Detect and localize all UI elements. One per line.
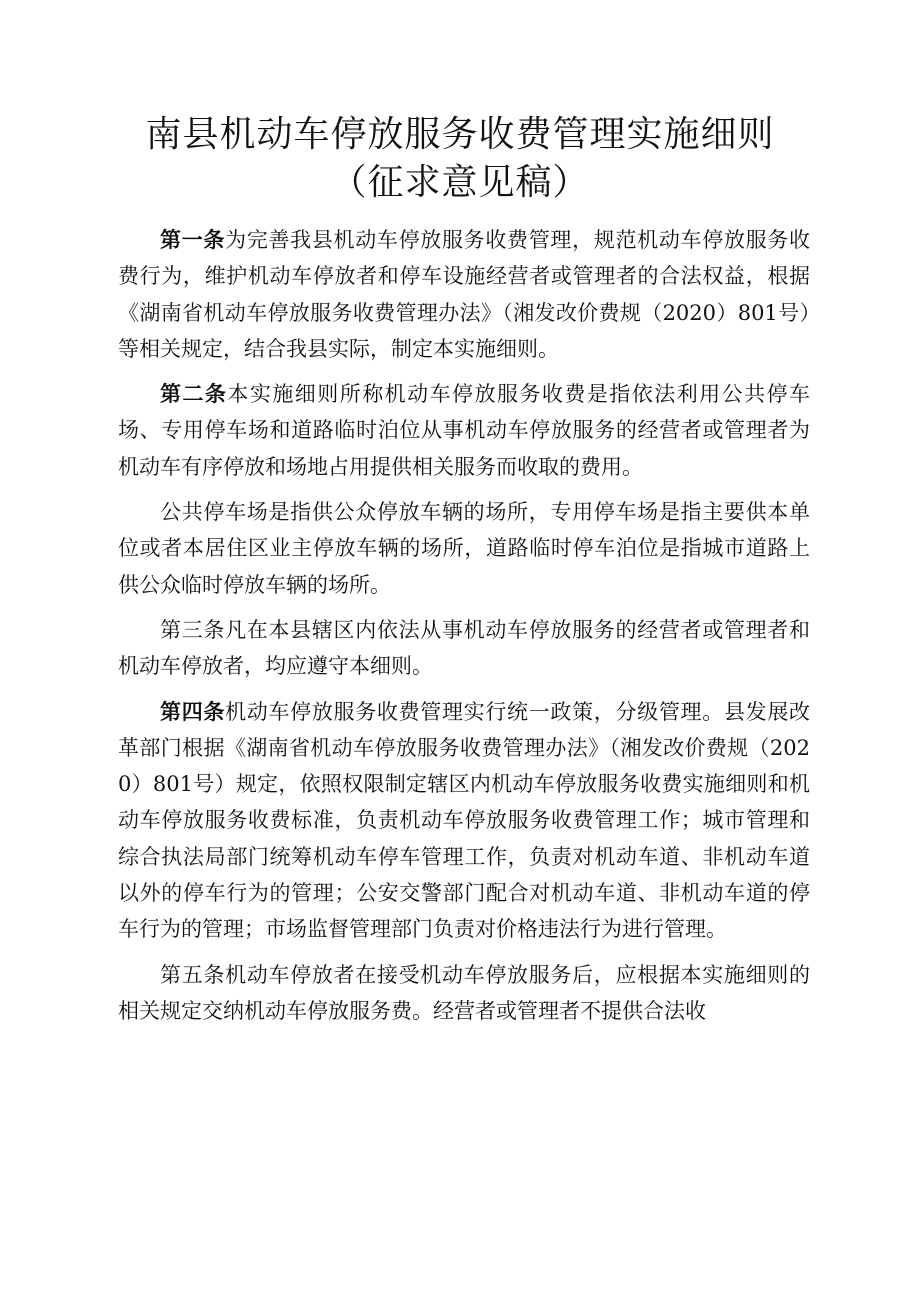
paragraph-article-1 (118, 222, 810, 367)
paragraph-text: 第五条机动车停放者在接受机动车停放服务后，应根据本实施细则的相关规定交纳机动车停放服务费。经营者或管理者不提供合法收 (118, 962, 810, 1023)
article-heading: 第一条 (160, 227, 226, 252)
document-title: 南县机动车停放服务收费管理实施细则 (145, 114, 775, 155)
paragraph-text: 第三条凡在本县辖区内依法从事机动车停放服务的经营者或管理者和机动车停放者，均应遵守本细则。 (118, 617, 810, 679)
article-heading: 第二条 (160, 381, 228, 407)
document-subtitle: （征求意见稿） (330, 162, 590, 203)
paragraph-article-2 (118, 376, 810, 485)
paragraph-article-3 (118, 612, 810, 685)
paragraph-text: 为完善我县机动车停放服务收费管理，规范机动车停放服务收费行为，维护机动车停放者和停车设施经营者或管理者的合法权益，根据《湖南省机动车停放服务收费管理办法》（湘发改价费规（2020）801号）等相关规定，结合我县实际，制定本实施细则。 (118, 228, 811, 361)
paragraph-text: 本实施细则所称机动车停放服务收费是指依法利用公共停车场、专用停车场和道路临时泊位从事机动车停放服务的经营者或管理者为机动车有序停放和场地占用提供相关服务而收取的费用。 (118, 382, 811, 479)
paragraph-text: 公共停车场是指供公众停放车辆的场所，专用停车场是指主要供本单位或者本居住区业主停放车辆的场所，道路临时停车泊位是指城市道路上供公众临时停放车辆的场所。 (118, 500, 810, 597)
article-heading: 第四条 (160, 698, 226, 724)
paragraph-parking-definitions (118, 494, 810, 603)
paragraph-article-4 (118, 694, 810, 948)
document-body (118, 222, 810, 1029)
paragraph-article-5 (118, 957, 810, 1030)
paragraph-text: 机动车停放服务收费管理实行统一政策，分级管理。县发展改革部门根据《湖南省机动车停放服务收费管理办法》（湘发改价费规（2020）801号）规定，依照权限制定辖区内机动车停放服务收费实施细则和机动车停放服务收费标准，负责机动车停放服务收费管理工作；城市管理和综合执法局部门统筹机动车停车管理工作，负责对机动车道、非机动车道以外的停车行为的管理；公安交警部门配合对机动车道、非机动车道的停车行为的管理；市场监督管理部门负责对价格违法行为进行管理。 (118, 699, 811, 942)
